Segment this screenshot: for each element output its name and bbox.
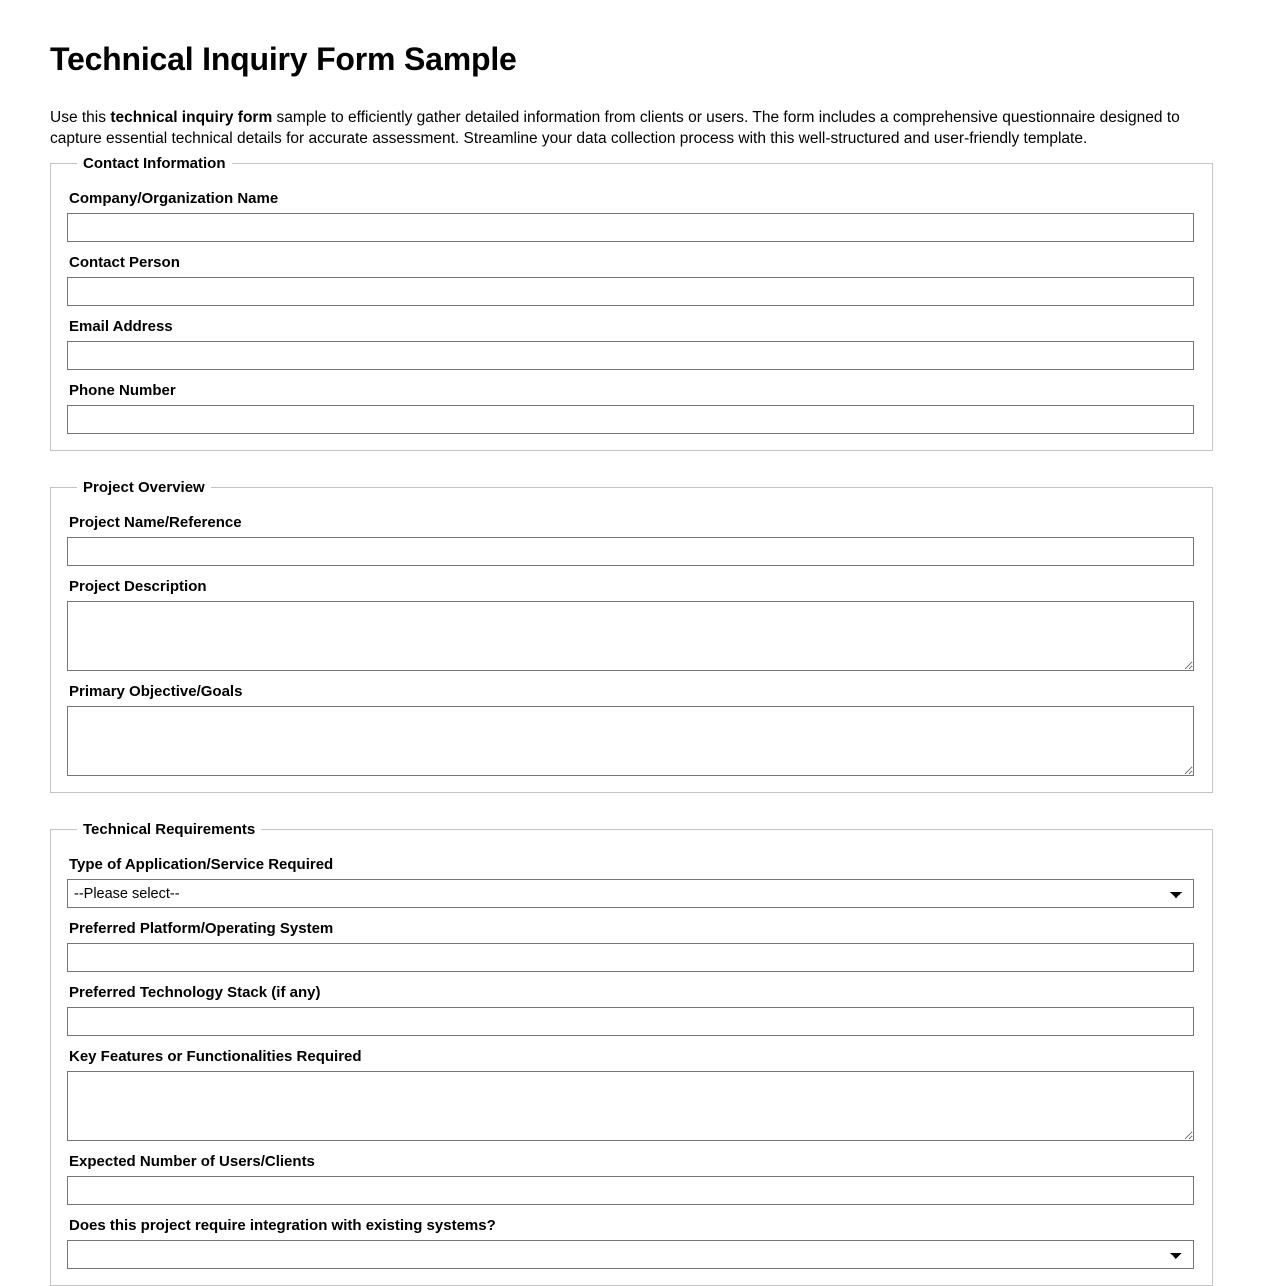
field-preferred-platform-operating-system: [67, 920, 1196, 972]
section-legend-contact-information: Contact Information: [83, 155, 226, 173]
label-primary-objective-goals: Primary Objective/Goals: [69, 683, 243, 701]
section-legend-project-overview: Project Overview: [83, 479, 205, 497]
intro-text-bold: technical inquiry form: [110, 109, 273, 127]
section-project-overview: [50, 479, 1213, 793]
field-phone-number: [67, 382, 1196, 434]
label-phone-number: Phone Number: [69, 382, 176, 400]
input-project-name-reference[interactable]: [67, 537, 1194, 566]
label-key-features-or-functionalities-required: Key Features or Functionalities Required: [69, 1048, 362, 1066]
input-preferred-technology-stack[interactable]: [67, 1007, 1194, 1036]
label-expected-number-of-users-clients: Expected Number of Users/Clients: [69, 1153, 315, 1171]
field-contact-person: [67, 254, 1196, 306]
select-requires-integration-with-existing-systems[interactable]: [67, 1240, 1194, 1269]
label-requires-integration-with-existing-systems: Does this project require integration with existing systems?: [69, 1217, 496, 1235]
intro-text-after: sample to efficiently gather detailed information from clients or users. The form includes a comprehensive questionnaire designed to capture essential technical details for accurate assessment. Streamline your data collection process with this well-structured and user-friendly template.: [50, 109, 1180, 148]
field-company-organization-name: [67, 190, 1196, 242]
intro-text-before: Use this: [50, 109, 111, 127]
field-email-address: [67, 318, 1196, 370]
page-title: Technical Inquiry Form Sample: [50, 41, 517, 77]
label-type-of-application-service-required: Type of Application/Service Required: [69, 856, 334, 874]
field-type-of-application-service-required: [67, 856, 1196, 908]
label-email-address: Email Address: [69, 318, 173, 336]
input-company-organization-name[interactable]: [67, 213, 1194, 242]
field-preferred-technology-stack: [67, 984, 1196, 1036]
form-page: [0, 42, 1263, 1286]
select-type-of-application-service-required[interactable]: [67, 879, 1194, 908]
input-expected-number-of-users-clients[interactable]: [67, 1176, 1194, 1205]
section-legend-technical-requirements: Technical Requirements: [83, 821, 256, 839]
label-project-description: Project Description: [69, 578, 207, 596]
textarea-key-features-or-functionalities-required[interactable]: [67, 1071, 1194, 1141]
section-technical-requirements: [50, 821, 1213, 1286]
label-contact-person: Contact Person: [69, 254, 180, 272]
field-project-name-reference: [67, 514, 1196, 566]
input-preferred-platform-operating-system[interactable]: [67, 943, 1194, 972]
label-company-organization-name: Company/Organization Name: [69, 190, 279, 208]
field-key-features-or-functionalities-required: [67, 1048, 1196, 1141]
field-expected-number-of-users-clients: [67, 1153, 1196, 1205]
field-requires-integration-with-existing-systems: [67, 1217, 1196, 1269]
label-preferred-platform-operating-system: Preferred Platform/Operating System: [69, 920, 334, 938]
label-project-name-reference: Project Name/Reference: [69, 514, 242, 532]
input-email-address[interactable]: [67, 341, 1194, 370]
field-primary-objective-goals: [67, 683, 1196, 776]
textarea-project-description[interactable]: [67, 601, 1194, 671]
label-preferred-technology-stack: Preferred Technology Stack (if any): [69, 984, 321, 1002]
input-phone-number[interactable]: [67, 405, 1194, 434]
field-project-description: [67, 578, 1196, 671]
section-contact-information: [50, 155, 1213, 451]
intro-paragraph: [50, 107, 1205, 149]
textarea-primary-objective-goals[interactable]: [67, 706, 1194, 776]
input-contact-person[interactable]: [67, 277, 1194, 306]
